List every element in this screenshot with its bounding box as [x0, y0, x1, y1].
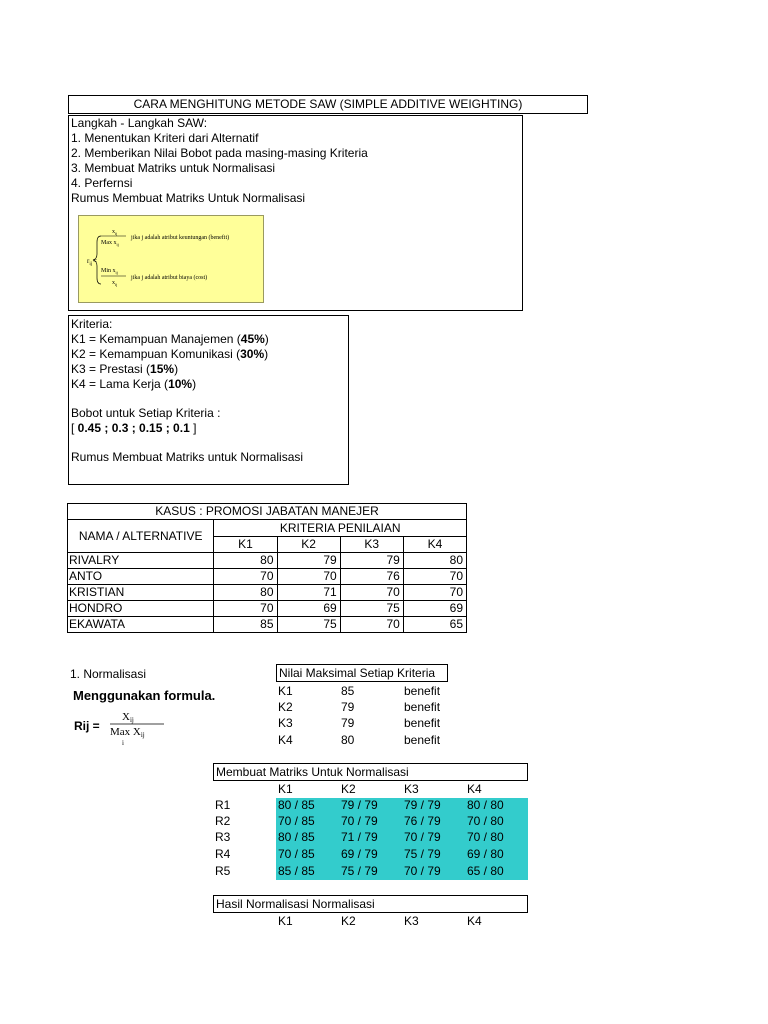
matrix-cell: 80 / 85: [278, 798, 315, 812]
page-title: CARA MENGHITUNG METODE SAW (SIMPLE ADDITIVE WEIGHTING): [68, 95, 588, 114]
weights-label: Bobot untuk Setiap Kriteria :: [71, 406, 221, 420]
table-row: ANTO 70 70 76 70: [68, 569, 467, 585]
table-row: HONDRO 70 69 75 69: [68, 601, 467, 617]
matrix-row-label: R2: [215, 814, 231, 828]
criteria-heading: Kriteria:: [71, 317, 113, 331]
step-item: 2. Memberikan Nilai Bobot pada masing-masing Kriteria: [71, 146, 368, 160]
matrix-cell: 69 / 80: [467, 847, 504, 861]
steps-heading: Langkah - Langkah SAW:: [71, 116, 208, 130]
normalization-formula-image: [78, 215, 264, 303]
step-item: 4. Perfernsi: [71, 176, 133, 190]
name-header: NAMA / ALTERNATIVE: [68, 520, 214, 553]
column-header: K1: [214, 537, 277, 553]
matrix-cell: 70 / 80: [467, 814, 504, 828]
result-column-header: K3: [404, 914, 419, 928]
matrix-cell: 80 / 80: [467, 798, 504, 812]
matrix-cell: 85 / 85: [278, 864, 315, 878]
svg-text:Xij: Xij: [122, 711, 134, 724]
matrix-cell: 71 / 79: [341, 830, 378, 844]
matrix-cell: 80 / 85: [278, 830, 315, 844]
matrix-cell: 76 / 79: [404, 814, 441, 828]
matrix-column-header: K3: [404, 782, 419, 796]
matrix-row-label: R1: [215, 798, 231, 812]
case-table: [67, 503, 467, 633]
step-item: 3. Membuat Matriks untuk Normalisasi: [71, 161, 276, 175]
rij-formula: [72, 705, 172, 747]
result-column-header: K4: [467, 914, 482, 928]
column-header: K4: [403, 537, 466, 553]
matrix-cell: 70 / 80: [467, 830, 504, 844]
svg-text:Rij =: Rij =: [74, 719, 100, 733]
matrix-cell: 75 / 79: [404, 847, 441, 861]
matrix-cell: 79 / 79: [341, 798, 378, 812]
matrix-cell: 79 / 79: [404, 798, 441, 812]
result-column-header: K2: [341, 914, 356, 928]
criteria-box: [68, 315, 349, 485]
formula-label: Rumus Membuat Matriks Untuk Normalisasi: [71, 191, 306, 205]
column-header: K2: [277, 537, 340, 553]
case-title: KASUS : PROMOSI JABATAN MANEJER: [68, 504, 467, 520]
criteria-item: K2 = Kemampuan Komunikasi (30%): [71, 347, 269, 361]
svg-text:Min xij: Min $x_{ij}$: [101, 268, 118, 275]
matrix-title: Membuat Matriks Untuk Normalisasi: [213, 763, 528, 781]
matrix-column-header: K1: [278, 782, 293, 796]
matrix-cell: 70 / 85: [278, 814, 315, 828]
matrix-row-label: R3: [215, 830, 231, 844]
formula-lhs: $r_{ij}=$: [87, 257, 98, 267]
column-header: K3: [340, 537, 403, 553]
matrix-cell: 70 / 79: [341, 814, 378, 828]
benefit-condition: jika j adalah atribut keuntungan (benefit): [131, 235, 230, 241]
criteria-item: K4 = Lama Kerja (10%): [71, 377, 197, 391]
matrix-cell: 75 / 79: [341, 864, 378, 878]
table-row: KRISTIAN 80 71 70 70: [68, 585, 467, 601]
matrix-cell: 65 / 80: [467, 864, 504, 878]
criteria-item: K3 = Prestasi (15%): [71, 362, 179, 376]
matrix-column-header: K2: [341, 782, 356, 796]
svg-text:Max xij: Max $x_{ij}$: [101, 240, 119, 247]
matrix-row-label: R4: [215, 847, 231, 861]
steps-box: [68, 115, 523, 311]
matrix-cell: 70 / 79: [404, 830, 441, 844]
normalization-label: 1. Normalisasi: [70, 667, 147, 681]
formula-heading: Menggunakan formula.: [73, 688, 216, 703]
criteria-group-header: KRITERIA PENILAIAN: [214, 520, 467, 537]
max-table-title: Nilai Maksimal Setiap Kriteria: [276, 664, 448, 682]
cost-condition: jika j adalah atribut biaya (cost): [131, 275, 208, 281]
svg-text:xij: $x_{ij}$: [112, 280, 118, 287]
criteria-item: K1 = Kemampuan Manajemen (45%): [71, 332, 269, 346]
result-title: Hasil Normalisasi Normalisasi: [213, 895, 528, 913]
svg-text:Max Xij: Max Xij: [110, 726, 145, 739]
table-row: RIVALRY 80 79 79 80: [68, 553, 467, 569]
weights-values: [ 0.45 ; 0.3 ; 0.15 ; 0.1 ]: [71, 421, 197, 435]
step-item: 1. Menentukan Kriteri dari Alternatif: [71, 131, 259, 145]
svg-text:i: i: [122, 739, 124, 747]
result-column-header: K1: [278, 914, 293, 928]
matrix-row-label: R5: [215, 864, 231, 878]
svg-text:xij: $x_{ij}$: [112, 229, 118, 236]
matrix-cell: 69 / 79: [341, 847, 378, 861]
matrix-column-header: K4: [467, 782, 482, 796]
matrix-cell: 70 / 85: [278, 847, 315, 861]
matrix-cell: 70 / 79: [404, 864, 441, 878]
criteria-formula-label: Rumus Membuat Matriks untuk Normalisasi: [71, 450, 304, 464]
table-row: EKAWATA 85 75 70 65: [68, 617, 467, 633]
